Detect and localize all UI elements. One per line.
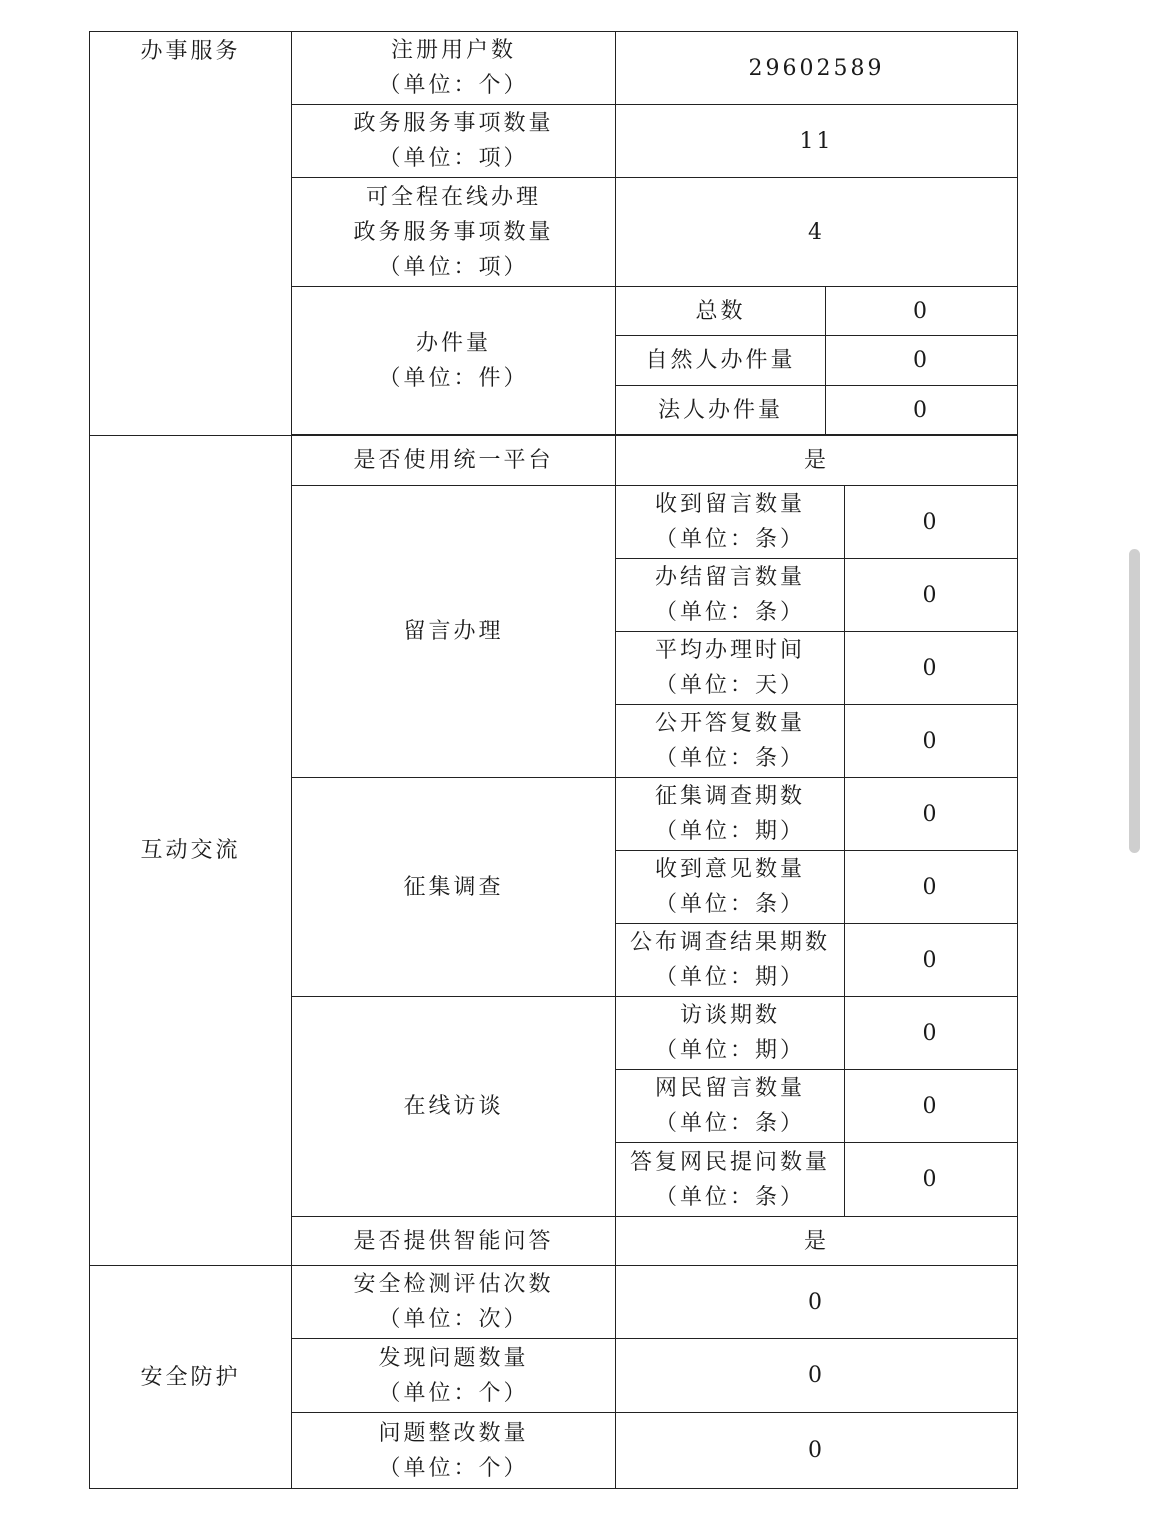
smart-qa-label: 是否提供智能问答 [292, 1217, 616, 1266]
cases-natural-value: 0 [826, 336, 1018, 386]
unified-platform-label: 是否使用统一平台 [292, 436, 616, 486]
row-label: 政务服务事项数量 （单位：项） [292, 105, 616, 178]
cases-total-value: 0 [826, 287, 1018, 336]
sub-value: 0 [845, 1070, 1018, 1143]
row-label: 安全检测评估次数 （单位：次） [292, 1266, 616, 1339]
registered-users-value: 29602589 [616, 32, 1018, 105]
section-security-title: 安全防护 [90, 1266, 292, 1489]
smart-qa-value: 是 [616, 1217, 1018, 1266]
cases-legal-value: 0 [826, 386, 1018, 435]
sub-label: 平均办理时间 （单位：天） [616, 632, 845, 705]
cases-natural-label: 自然人办件量 [616, 336, 826, 386]
sub-label: 访谈期数 （单位：期） [616, 997, 845, 1070]
cases-total-label: 总数 [616, 287, 826, 336]
row-label: 注册用户数 （单位：个） [292, 32, 616, 105]
row-value: 0 [616, 1266, 1018, 1339]
sub-label: 公开答复数量 （单位：条） [616, 705, 845, 778]
sub-value: 0 [845, 1143, 1018, 1217]
row-value: 0 [616, 1413, 1018, 1489]
sub-label: 网民留言数量 （单位：条） [616, 1070, 845, 1143]
sub-value: 0 [845, 486, 1018, 559]
row-value: 0 [616, 1339, 1018, 1413]
section-interaction-title: 互动交流 [90, 436, 292, 1266]
row-label: 问题整改数量 （单位：个） [292, 1413, 616, 1489]
row-label: 可全程在线办理 政务服务事项数量 （单位：项） [292, 178, 616, 287]
section-service-title: 办事服务 [90, 32, 292, 436]
interview-label: 在线访谈 [292, 997, 616, 1217]
statistics-table [89, 31, 1018, 1489]
sub-value: 0 [845, 778, 1018, 851]
sub-value: 0 [845, 924, 1018, 997]
row-label: 发现问题数量 （单位：个） [292, 1339, 616, 1413]
survey-label: 征集调查 [292, 778, 616, 997]
cases-label: 办件量 （单位：件） [292, 287, 616, 435]
sub-value: 0 [845, 997, 1018, 1070]
sub-label: 答复网民提问数量 （单位：条） [616, 1143, 845, 1217]
sub-value: 0 [845, 851, 1018, 924]
sub-label: 收到意见数量 （单位：条） [616, 851, 845, 924]
unified-platform-value: 是 [616, 436, 1018, 486]
sub-label: 收到留言数量 （单位：条） [616, 486, 845, 559]
message-label: 留言办理 [292, 486, 616, 778]
sub-label: 公布调查结果期数 （单位：期） [616, 924, 845, 997]
sub-label: 办结留言数量 （单位：条） [616, 559, 845, 632]
vertical-scrollbar[interactable] [1129, 549, 1140, 853]
cases-legal-label: 法人办件量 [616, 386, 826, 435]
sub-value: 0 [845, 559, 1018, 632]
sub-value: 0 [845, 705, 1018, 778]
sub-label: 征集调查期数 （单位：期） [616, 778, 845, 851]
sub-value: 0 [845, 632, 1018, 705]
service-items-value: 11 [616, 105, 1018, 178]
online-items-value: 4 [616, 178, 1018, 287]
